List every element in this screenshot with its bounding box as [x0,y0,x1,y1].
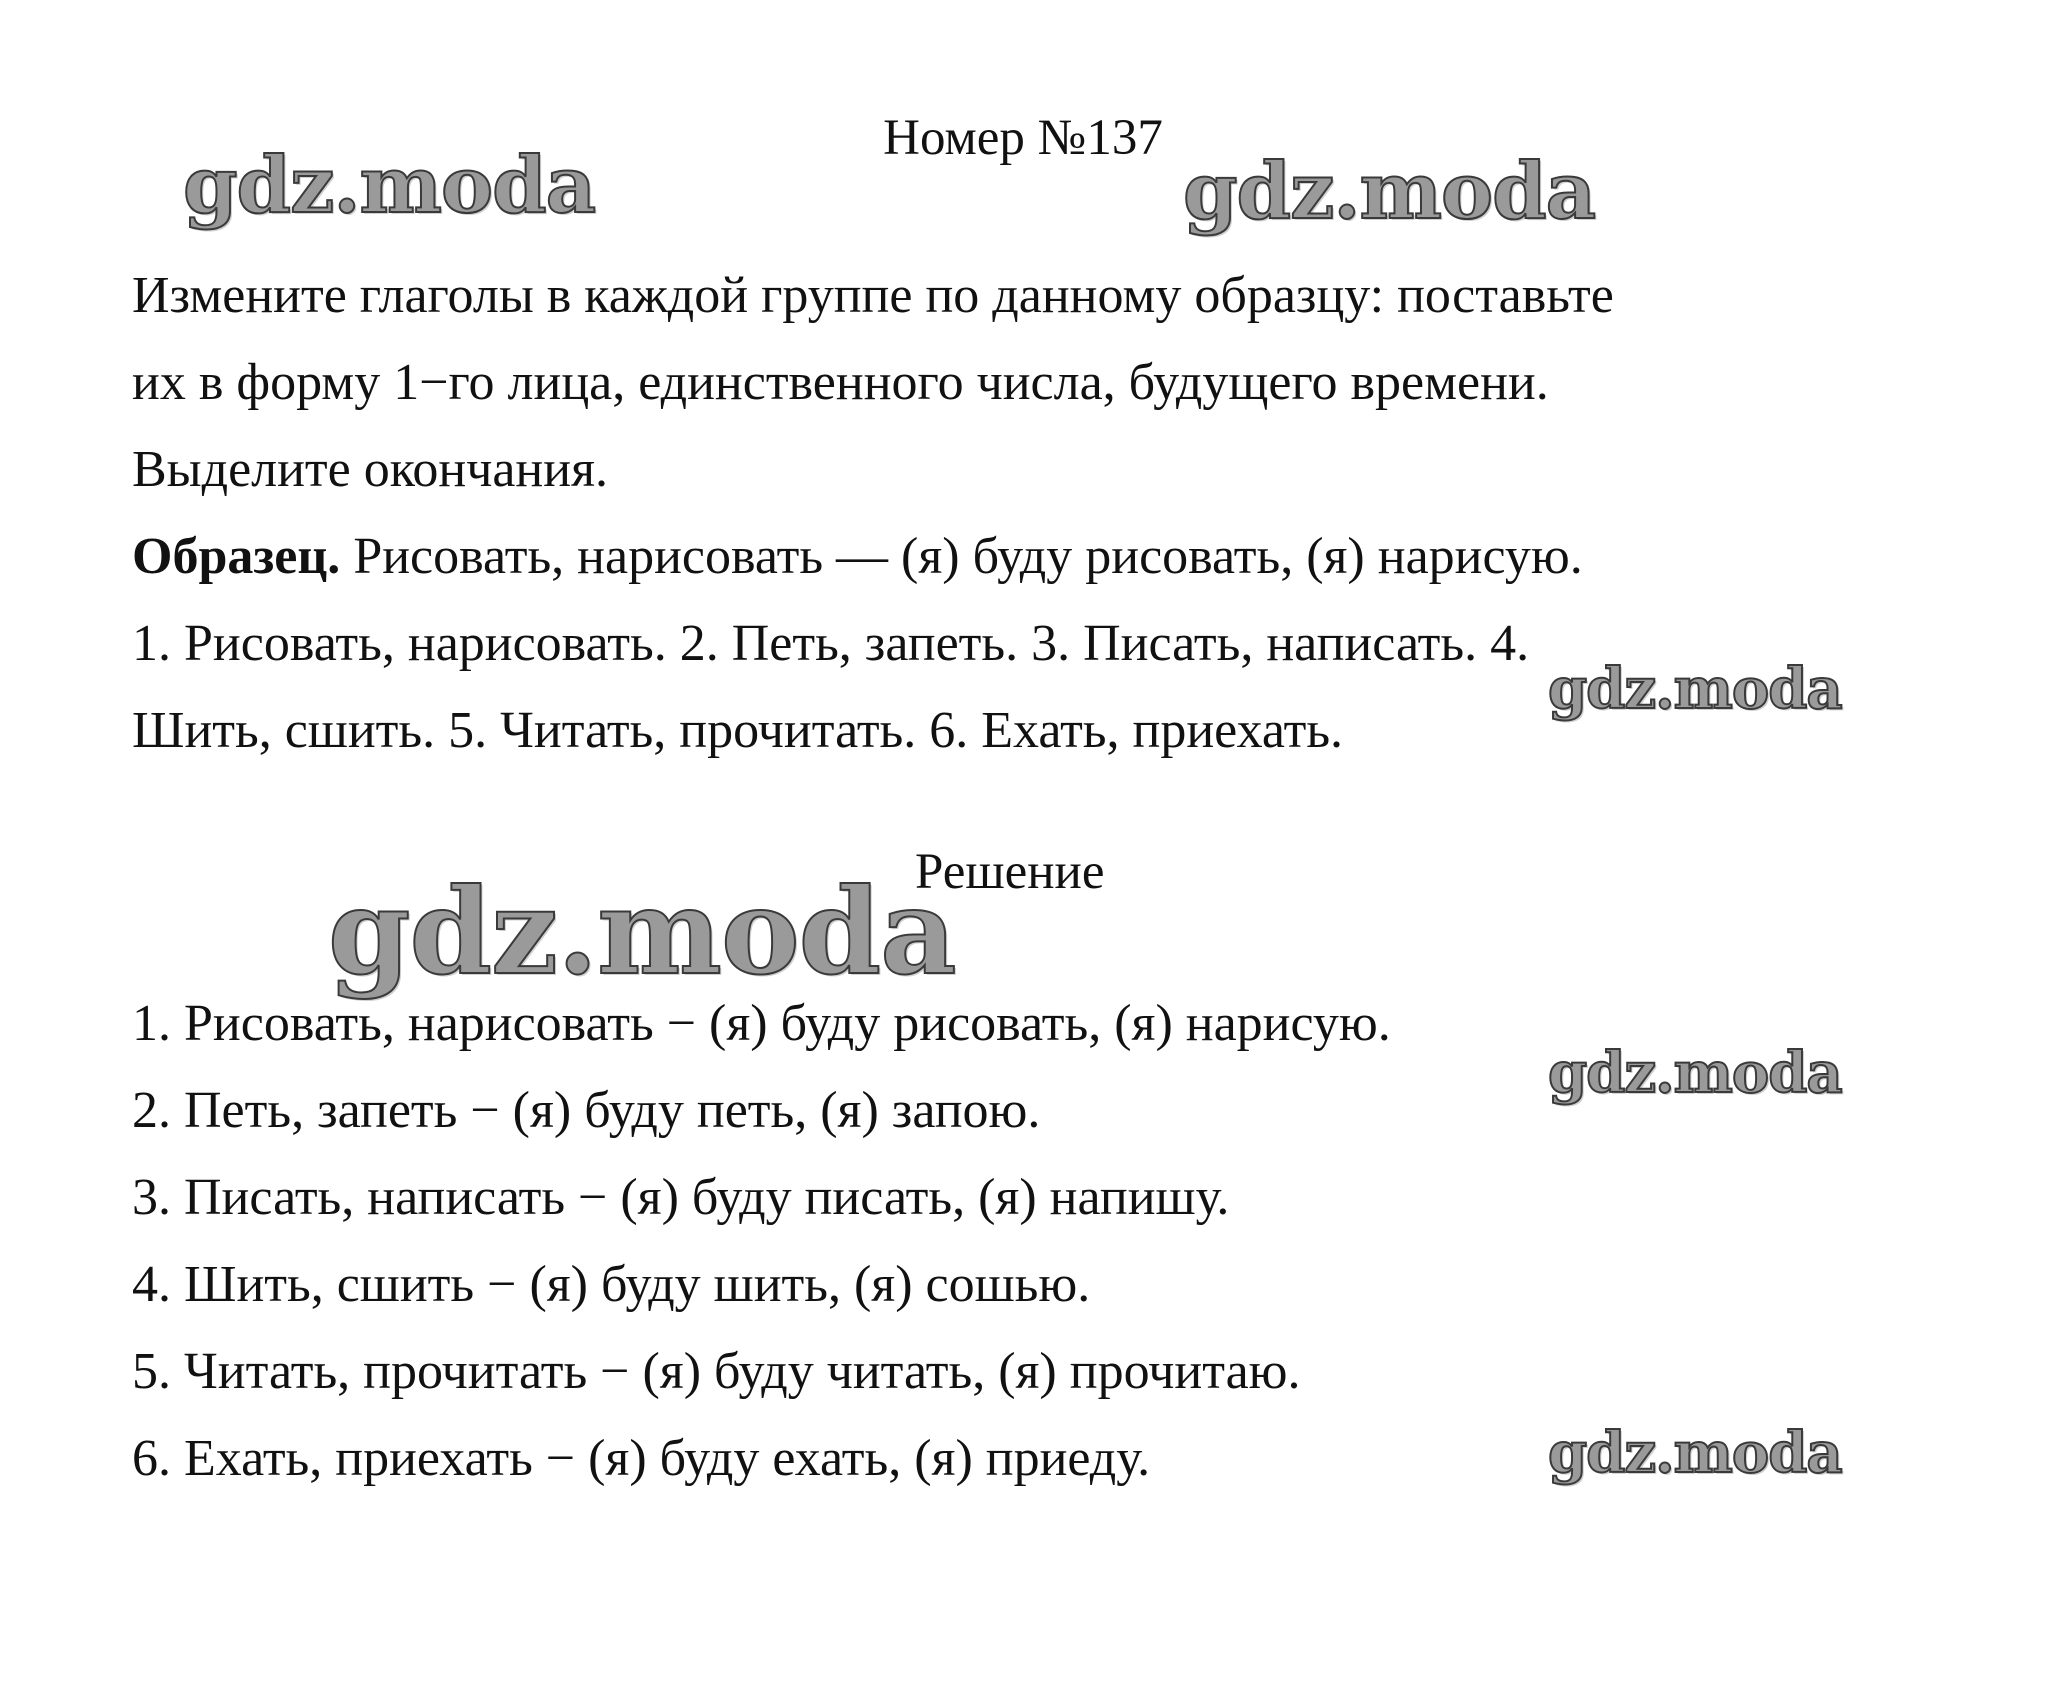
answer-line: 1. Рисовать, нарисовать − (я) буду рисовать, (я) нарисую. [132,995,1391,1052]
watermark: gdz.moda [1548,656,1842,722]
watermark: gdz.moda [1548,1420,1842,1486]
sample-label: Образец. [132,528,341,585]
answer-line: 2. Петь, запеть − (я) буду петь, (я) запою. [132,1082,1041,1139]
watermark: gdz.moda [1548,1040,1842,1106]
answer-line: 4. Шить, сшить − (я) буду шить, (я) сошью. [132,1256,1091,1313]
task-text-line: Измените глаголы в каждой группе по данному образцу: поставьте [132,267,1614,324]
page-title-text: Номер №137 [883,110,1163,166]
watermark: gdz.moda [328,862,956,1001]
solution-title: Решение [915,844,1105,900]
task-items-line: Шить, сшить. 5. Читать, прочитать. 6. Ехать, приехать. [132,702,1344,759]
task-text-line: их в форму 1−го лица, единственного числа, будущего времени. [132,354,1549,411]
sample-line [132,513,1952,600]
answers-list [132,980,1391,1502]
answer-line: 6. Ехать, приехать − (я) буду ехать, (я) приеду. [132,1430,1151,1487]
task-text-line: Выделите окончания. [132,441,608,498]
answer-line: 5. Читать, прочитать − (я) буду читать, (я) прочитаю. [132,1343,1301,1400]
watermark: gdz.moda [1183,146,1596,237]
task-items-line: 1. Рисовать, нарисовать. 2. Петь, запеть. 3. Писать, написать. 4. [132,615,1530,672]
sample-text: Рисовать, нарисовать — (я) буду рисовать, (я) нарисую. [340,528,1583,585]
answer-line: 3. Писать, написать − (я) буду писать, (я) напишу. [132,1169,1230,1226]
watermark: gdz.moda [183,140,596,231]
